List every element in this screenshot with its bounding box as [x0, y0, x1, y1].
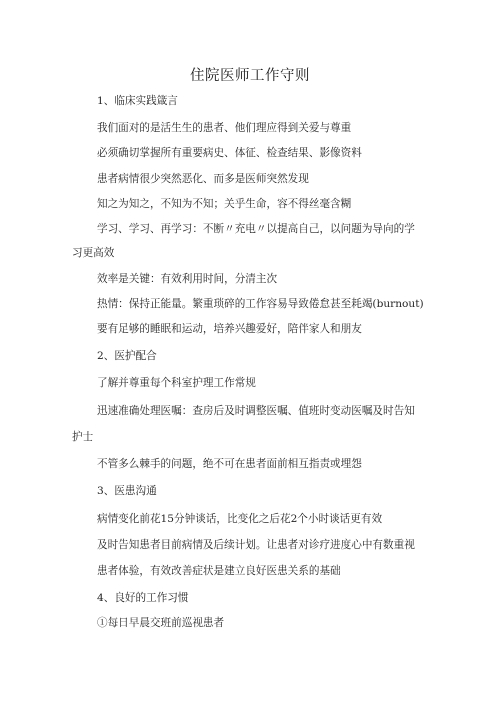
paragraph-line: 及时告知患者目前病情及后续计划。让患者对诊疗进度心中有数重视: [97, 539, 415, 551]
paragraph-line-continuation: 护士: [72, 431, 94, 443]
paragraph-line: 病情变化前花15分钟谈话，比变化之后花2个小时谈话更有效: [97, 513, 383, 525]
paragraph-line: 患者病情很少突然恶化、而多是医师突然发现: [97, 173, 309, 185]
section-heading-clinical-practice: 1、临床实践箴言: [97, 95, 178, 107]
paragraph-line: ①每日早晨交班前巡视患者: [97, 617, 225, 629]
paragraph-line: 知之为知之，不知为不知；关乎生命，容不得丝毫含糊: [97, 198, 352, 210]
paragraph-line: 迅速准确处理医嘱：查房后及时调整医嘱、值班时变动医嘱及时告知: [97, 405, 415, 417]
paragraph-line: 效率是关键：有效利用时间，分清主次: [97, 273, 278, 285]
paragraph-line: 患者体验，有效改善症状是建立良好医患关系的基础: [97, 565, 341, 577]
paragraph-line: 我们面对的是活生生的患者、他们理应得到关爱与尊重: [97, 122, 352, 134]
section-heading-work-habits: 4、良好的工作习惯: [97, 592, 189, 604]
paragraph-line-continuation: 习更高效: [72, 247, 115, 259]
paragraph-line: 必须确切掌握所有重要病史、体征、检查结果、影像资料: [97, 147, 362, 159]
paragraph-line: 热情：保持正能量。繁重琐碎的工作容易导致倦怠甚至耗竭(burnout): [97, 298, 424, 310]
document-title: 住院医师工作守则: [190, 68, 310, 84]
paragraph-line: 了解并尊重每个科室护理工作常规: [97, 377, 256, 389]
paragraph-line: 要有足够的睡眠和运动，培养兴趣爱好，陪伴家人和朋友: [97, 323, 362, 335]
paragraph-line: 学习、学习、再学习：不断〃充电〃以提高自己，以问题为导向的学: [97, 223, 415, 235]
paragraph-line: 不管多么棘手的问题，绝不可在患者面前相互指责或埋怨: [97, 458, 362, 470]
section-heading-nurse-cooperation: 2、医护配合: [97, 350, 157, 362]
section-heading-doctor-patient-communication: 3、医患沟通: [97, 485, 157, 497]
